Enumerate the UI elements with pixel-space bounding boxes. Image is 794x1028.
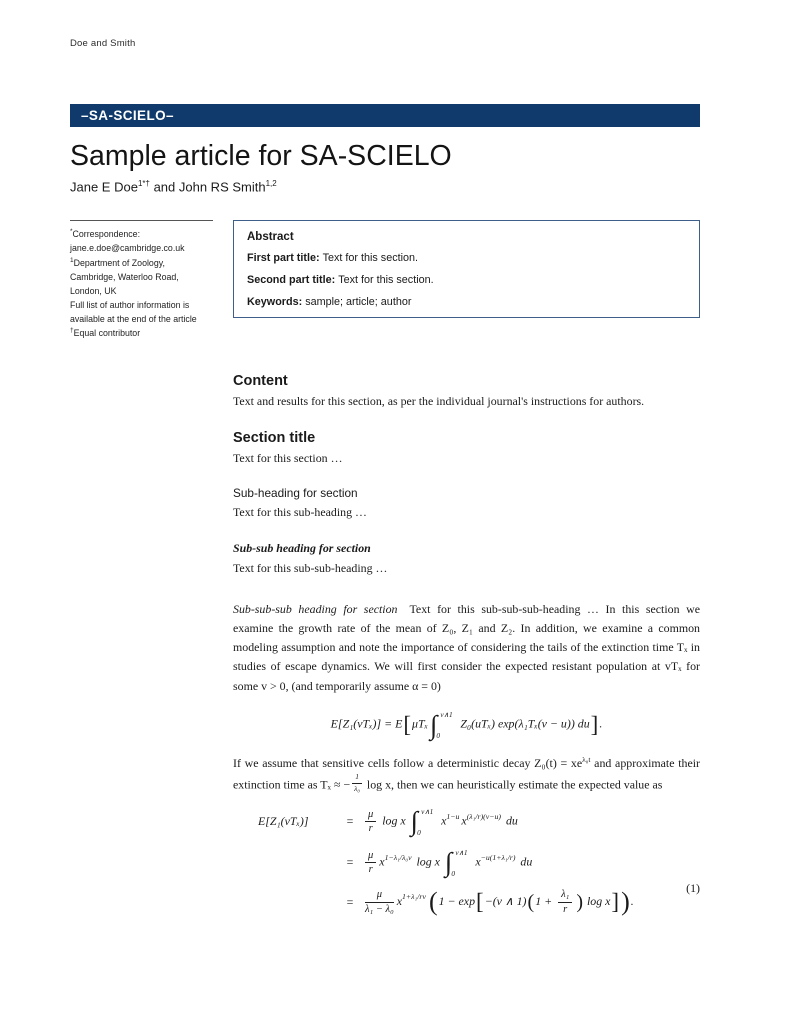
article-body [233, 373, 700, 915]
equation-text: 1 + [535, 893, 556, 908]
sidebar-text: jane.e.doe@cambridge.co.uk [70, 243, 185, 254]
author-1: Jane E Doe [70, 179, 138, 195]
subsubsection-paragraph: Text for this sub-sub-heading … [233, 561, 388, 576]
subsubsection-heading: Sub-sub heading for section [233, 541, 371, 556]
fraction-numerator: μ [365, 809, 376, 823]
equation-array [233, 807, 700, 916]
left-bracket: [ [403, 712, 412, 737]
running-head: Doe and Smith [70, 38, 136, 49]
author-1-marks: 1*† [137, 179, 150, 188]
fraction-denominator: λ₁ − λ₀ [365, 903, 394, 915]
integral [445, 848, 473, 878]
equation-text: du [503, 813, 518, 828]
equation-row-1 [233, 807, 700, 837]
right-bracket: ] [611, 889, 620, 915]
fraction [365, 850, 376, 877]
integral-upper-limit: v∧1 [421, 806, 434, 816]
abstract-row-text: sample; article; author [305, 296, 412, 309]
integral-limits [418, 807, 439, 837]
subsection-heading: Sub-heading for section [233, 485, 358, 500]
exponent: 1−u [446, 811, 460, 821]
equation-text: E[Z₁(vTₓ)] = E [330, 716, 403, 731]
fraction-numerator: μ [365, 889, 394, 903]
exponent: λ₀t [582, 755, 591, 764]
abstract-row-label: Second part title: [247, 274, 336, 287]
author-info-note [70, 311, 213, 325]
paragraph-text: If we assume that sensitive cells follow a deterministic decay Z₀(t) = xe [233, 755, 583, 770]
fraction-denominator: λ₀ [354, 783, 360, 793]
frontmatter-columns [70, 220, 700, 339]
journal-banner-label: –SA-SCIELO– [81, 108, 174, 123]
affiliation-line [70, 269, 213, 283]
fraction-denominator: r [368, 864, 373, 876]
paragraph-text: log x, then we can heuristically estimate the expected value as [363, 777, 663, 792]
fraction-numerator: μ [365, 850, 376, 864]
affiliation-line [70, 283, 213, 297]
affiliation-line [70, 255, 213, 269]
equation-text: x [475, 854, 481, 869]
article-title: Sample article for SA-SCIELO [70, 140, 452, 172]
integral-sign-icon: ∫ [410, 806, 419, 837]
equation-row-2 [233, 848, 700, 878]
content-paragraph: Text and results for this section, as per the individual journal's instructions for authors. [233, 394, 645, 409]
equals-sign: = [346, 855, 354, 870]
equation-rhs [362, 889, 634, 916]
equation-text: 1 − exp [438, 893, 476, 908]
integral-upper-limit: v∧1 [455, 847, 468, 857]
equation-text: x [396, 893, 403, 908]
sidebar-text: London, UK [70, 285, 117, 296]
sidebar-text: available at the end of the article [70, 314, 197, 324]
fraction [365, 809, 376, 836]
display-equation [233, 710, 700, 740]
integral [411, 807, 439, 837]
sidebar-text: Full list of author information is [70, 299, 190, 310]
integral-limits [437, 710, 458, 740]
footnote-marker: † [70, 327, 74, 335]
section-heading: Section title [233, 429, 316, 446]
journal-banner [70, 104, 700, 127]
exponent: 1−λ₁/λ₀v [384, 852, 412, 862]
equals-sign: = [346, 814, 354, 829]
equation-number: (1) [686, 881, 700, 896]
author-info-note [70, 297, 213, 311]
equation-text: Z₀(uTₓ) exp(λ₁Tₓ(v − u)) du [460, 716, 590, 731]
equation-text: x [441, 813, 447, 828]
integral-sign-icon: ∫ [444, 847, 453, 878]
subsubsub-text: Text for this sub-sub-sub-heading … In this section we examine the growth rate of the mean of Z₀, Z₁ and Z₂. In addition, we examine a common modeling assumption and note the importance of considering the tails of the extinction time Tₓ in studies of escape dynamics. We will first consider the expected resistant population at vTₓ for some v > 0, (and temporarily assume α = 0) [233, 601, 700, 693]
exponent: (λ₁/r)(v−u) [466, 811, 501, 821]
abstract-row [247, 274, 686, 287]
fraction [365, 889, 394, 916]
equation-rhs [362, 848, 532, 878]
equation-text: −(v ∧ 1) [484, 893, 527, 908]
footnote-marker: 1 [70, 256, 74, 264]
sidebar-text: Correspondence: [72, 229, 141, 240]
right-bracket: ] [590, 712, 599, 737]
exponent: 1+λ₁/rv [402, 891, 426, 901]
integral-sign-icon: ∫ [430, 709, 438, 740]
footnote-marker: * [70, 228, 73, 236]
fraction-numerator: 1 [352, 773, 362, 783]
abstract-row-label: Keywords: [247, 296, 303, 309]
equation-row-3 [233, 889, 700, 916]
abstract-row-label: First part title: [247, 252, 320, 265]
equal-contributor-note [70, 325, 213, 339]
equation-text: log x [379, 813, 409, 828]
abstract-row-text: Text for this section. [338, 274, 434, 287]
author-2: John RS Smith [178, 179, 266, 195]
correspondence-line [70, 226, 213, 240]
fraction [558, 889, 572, 916]
integral-upper-limit: v∧1 [440, 710, 453, 719]
right-paren: ) [576, 891, 583, 914]
correspondence-email [70, 240, 213, 254]
author-2-marks: 1,2 [265, 179, 277, 188]
fraction-denominator: r [368, 823, 373, 835]
left-bracket: [ [476, 889, 484, 915]
author-info-sidebar [70, 220, 213, 339]
left-paren: ( [428, 887, 438, 917]
author-line [70, 179, 700, 194]
integral-lower-limit: 0 [417, 827, 421, 837]
right-paren: ) [621, 887, 630, 917]
paragraph-text: and approximate their extinction time as Tₓ ≈ − [233, 755, 700, 792]
integral-limits [452, 848, 473, 878]
abstract-row-text: Text for this section. [322, 252, 419, 265]
exponent: −u(1+λ₁/r) [480, 852, 516, 862]
abstract-box [233, 220, 700, 318]
content-heading: Content [233, 373, 288, 390]
equation-text: μTₓ [412, 716, 428, 731]
equation-text: x [461, 813, 467, 828]
integral-lower-limit: 0 [436, 731, 441, 740]
abstract-row [247, 252, 686, 265]
subsection-paragraph: Text for this sub-heading … [233, 504, 367, 519]
fraction-denominator: r [563, 903, 568, 915]
equation-text: du [517, 854, 533, 869]
equation-rhs [362, 807, 518, 837]
sidebar-text: Department of Zoology, [73, 257, 165, 268]
inline-fraction [352, 773, 362, 793]
decay-paragraph [233, 750, 700, 795]
subsubsub-heading: Sub-sub-sub heading for section [233, 601, 398, 616]
abstract-keywords [247, 296, 686, 309]
equals-sign: = [346, 894, 354, 909]
fraction-numerator: λ₁ [558, 889, 572, 903]
sidebar-text: Cambridge, Waterloo Road, [70, 271, 179, 282]
equation-text: log x [413, 854, 443, 869]
integral-lower-limit: 0 [451, 868, 455, 878]
sidebar-text: Equal contributor [73, 328, 141, 339]
integral [430, 710, 458, 740]
abstract-heading: Abstract [247, 231, 294, 244]
equation-period: . [630, 893, 634, 908]
equation-text: x [379, 854, 385, 869]
subsubsub-paragraph [233, 600, 700, 696]
equation-lhs: E[Z₁(vTₓ)] [258, 814, 309, 829]
equation-text: log x [584, 893, 611, 908]
section-paragraph: Text for this section … [233, 450, 343, 465]
left-paren: ( [527, 891, 535, 914]
author-separator: and [149, 179, 179, 195]
equation-period: . [599, 716, 603, 731]
